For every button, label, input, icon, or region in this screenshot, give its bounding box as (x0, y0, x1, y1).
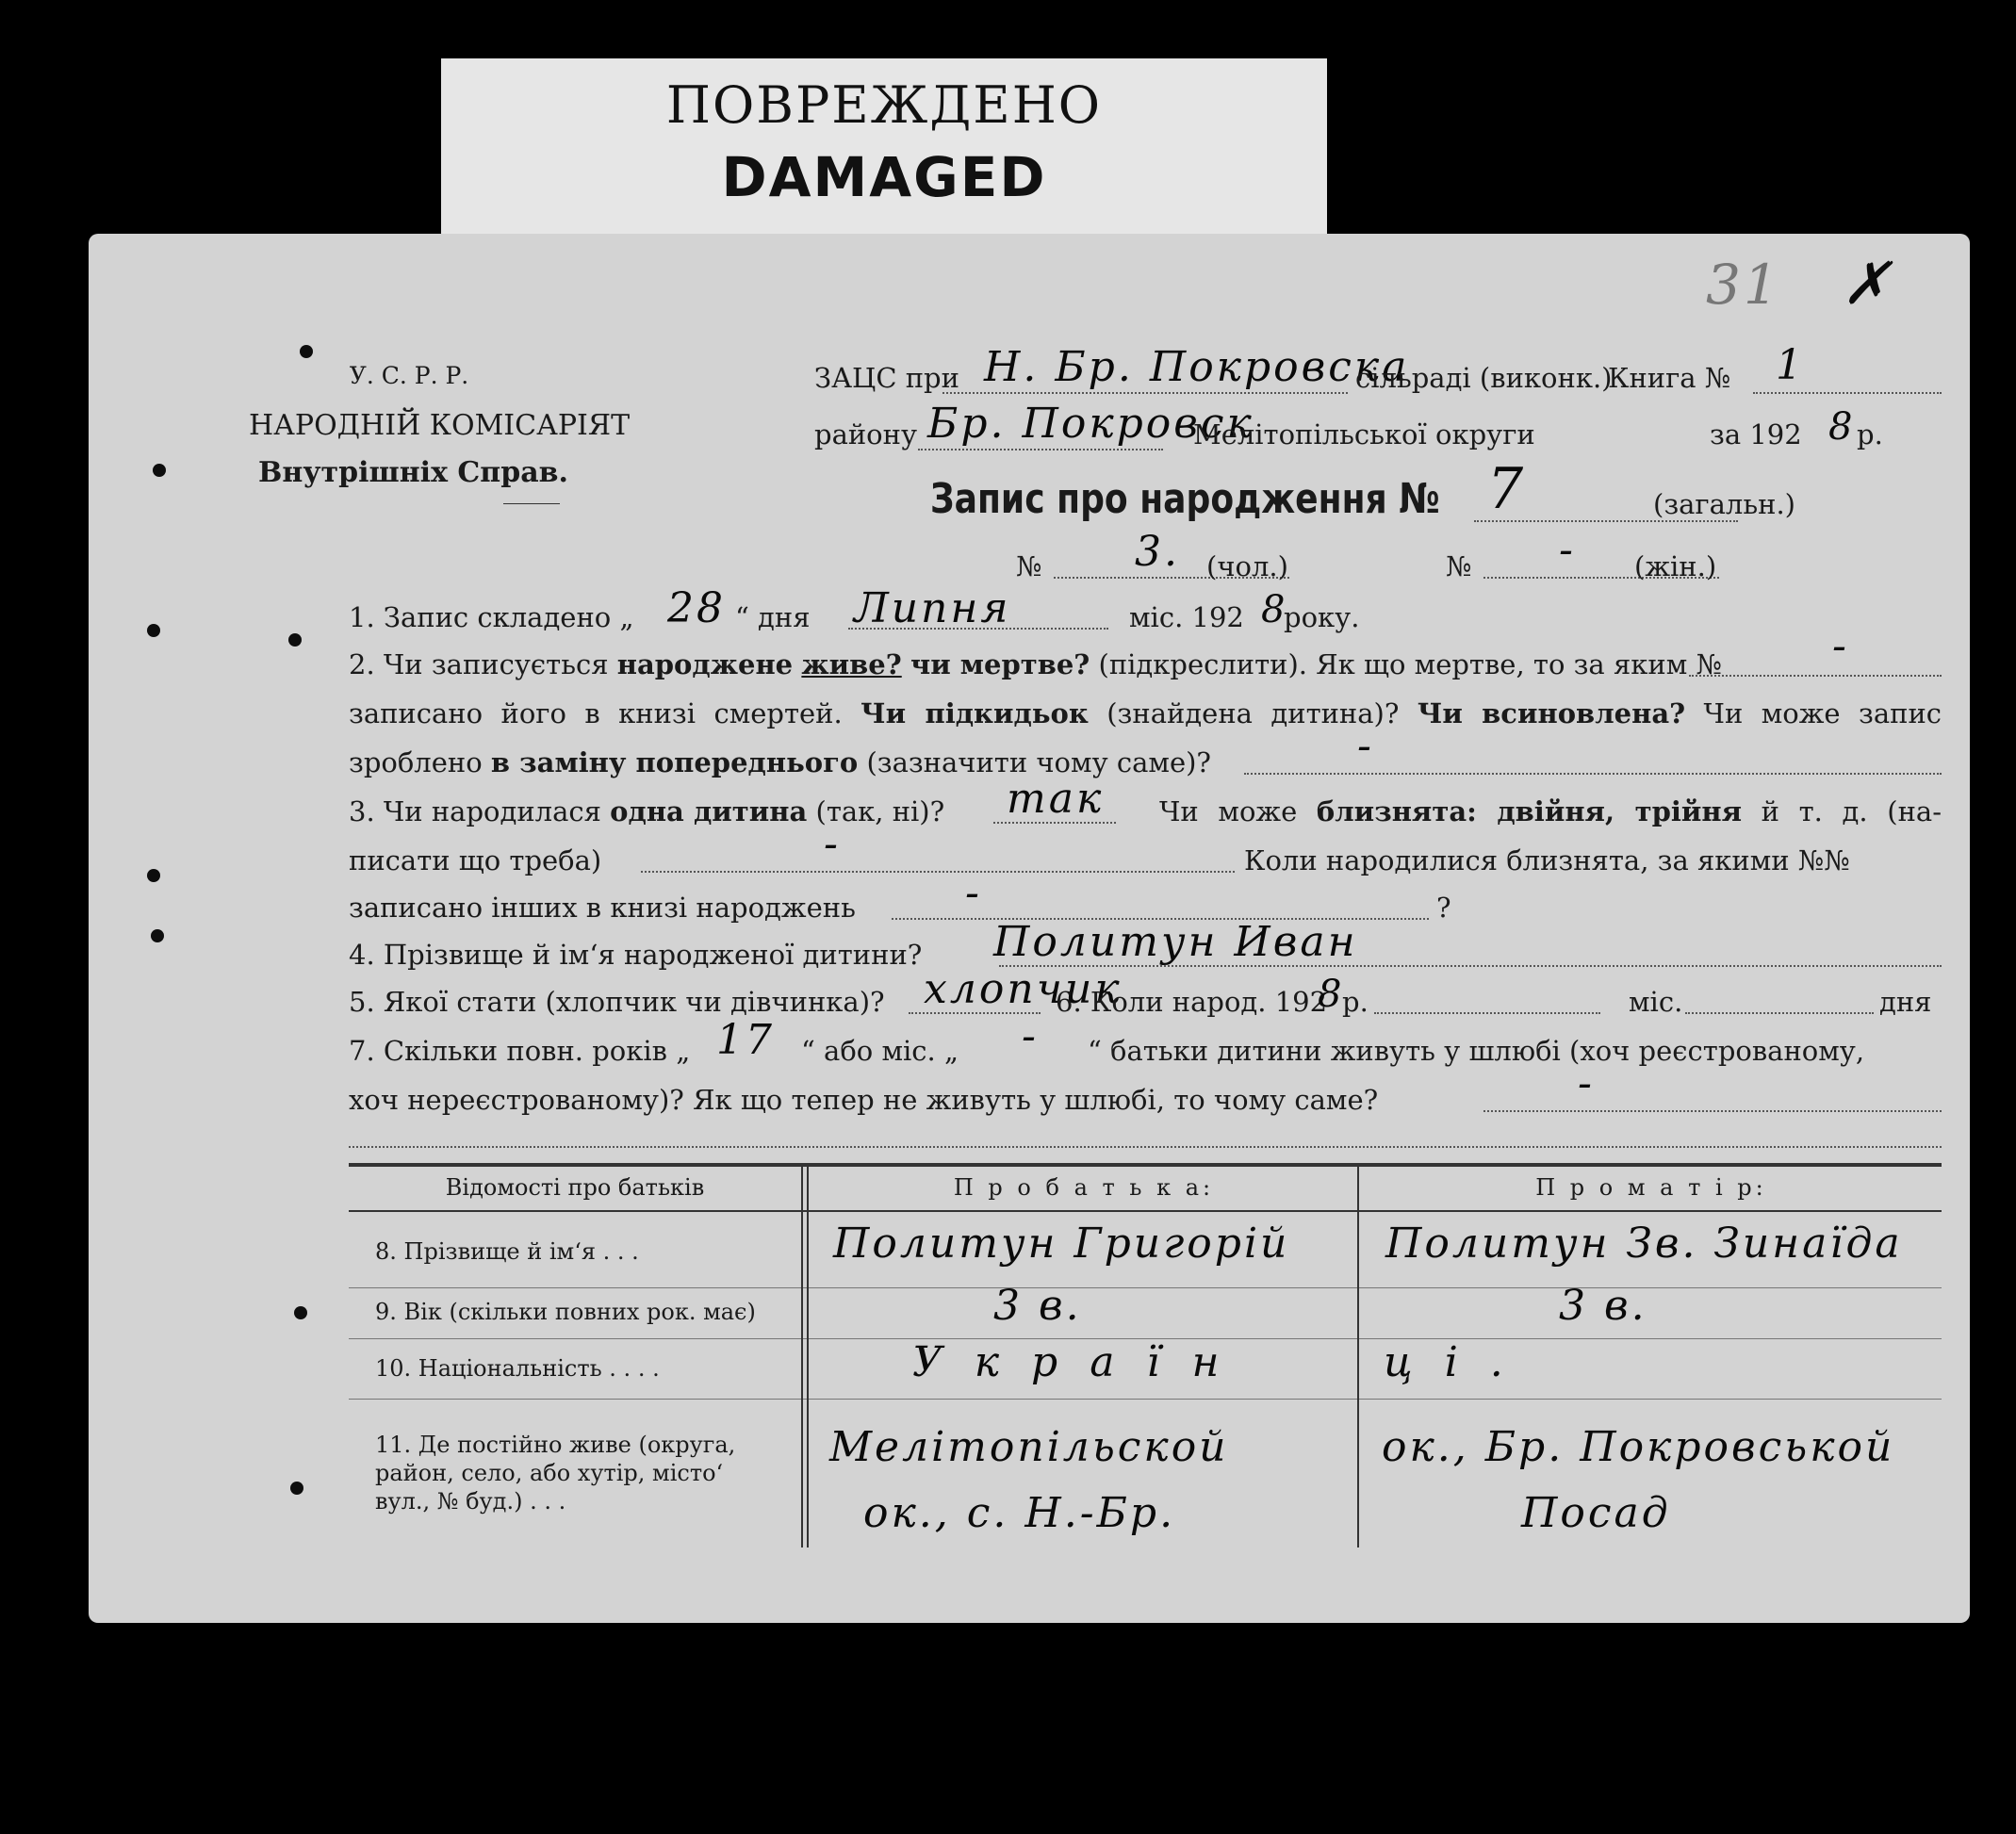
q6-month-label: міс. (1629, 986, 1683, 1018)
mother-residence-line2: Посад (1521, 1489, 1671, 1537)
punch-hole (153, 464, 166, 477)
table-column-divider (801, 1167, 803, 1547)
father-nationality: У к р а ї н (912, 1338, 1229, 1386)
q1-day: 28 (667, 584, 726, 632)
q6-year-digit: 8 (1318, 973, 1345, 1016)
book-field-line (1753, 392, 1942, 394)
stamp-text-ru: ПОВРЕЖДЕНО (665, 75, 1103, 135)
father-name: Политун Григорій (833, 1220, 1290, 1268)
q1-year-digit: 8 (1261, 588, 1288, 631)
q6-label: 6. Коли народ. 192 (1056, 986, 1328, 1018)
row-name-label: 8. Прізвище й ім‘я . . . (375, 1238, 639, 1265)
q7-extra-line (349, 1146, 1942, 1148)
q1-year-suffix: року. (1284, 601, 1360, 633)
q7-reason-line (1483, 1110, 1942, 1112)
damaged-stamp (441, 58, 1327, 234)
okruha-label: Мелітопільської округи (1193, 418, 1535, 450)
q6-year-suffix: р. (1342, 986, 1369, 1018)
q7-line1-rest: “ батьки дитини живуть у шлюбі (хоч реєстрованому, (1088, 1035, 1865, 1067)
q7-years: 17 (716, 1016, 775, 1064)
punch-hole (294, 1306, 307, 1319)
punch-hole (147, 869, 160, 882)
q6-month-line (1374, 1012, 1600, 1014)
q2-line2: записано його в книзі смертей. Чи підкидьок (знайдена дитина)? Чи всиновлена? Чи може запис (349, 697, 1942, 729)
zags-field-line (942, 392, 1348, 394)
q1-suffix: міс. 192 (1129, 601, 1244, 633)
table-header-father: П р о б а т ь к а: (953, 1174, 1215, 1201)
father-residence-line1: Мелітопільской (829, 1423, 1229, 1471)
q1-prefix: 1. Запис складено „ (349, 601, 634, 633)
header-underline (503, 503, 560, 504)
female-number-value: - (1559, 526, 1576, 574)
q6-day-line (1685, 1012, 1874, 1014)
district-field-line (918, 449, 1163, 450)
q1-month: Липня (854, 584, 1011, 632)
q3-twins-line (641, 871, 1235, 873)
punch-hole (151, 929, 164, 942)
table-row-rule (349, 1287, 1942, 1288)
q3-line2-a: писати що треба) (349, 844, 602, 876)
birth-record-form (89, 234, 1970, 1623)
row-nationality-label: 10. Національність . . . . (375, 1355, 660, 1382)
year-suffix: р. (1857, 418, 1883, 450)
male-number-value: 3. (1135, 528, 1180, 576)
table-top-rule (349, 1163, 1942, 1167)
table-column-divider (807, 1167, 809, 1547)
q5-sex-value: хлопчик (924, 965, 1123, 1013)
q2-death-no-value: - (1832, 622, 1849, 670)
father-residence-line2: ок., с. Н.-Бр. (863, 1489, 1176, 1537)
male-no-label: № (1016, 550, 1042, 582)
year-prefix: за 192 (1710, 418, 1802, 450)
q2-replacement-value: - (1357, 722, 1374, 770)
q3-line3-a: записано інших в книзі народжень (349, 892, 856, 924)
mother-residence-line1: ок., Бр. Покровськой (1382, 1423, 1895, 1471)
q3-twins-value: - (824, 820, 841, 868)
district-value: Бр. Покровск (927, 400, 1254, 448)
q3-other-value: - (965, 869, 982, 917)
q3-line2-b: Коли народилися близнята, за якими №№ (1244, 844, 1850, 876)
general-label: (загальн.) (1653, 488, 1795, 520)
district-prefix: району (814, 418, 918, 450)
table-header-info: Відомості про батьків (445, 1174, 705, 1201)
zags-suffix: сільраді (виконк.) (1355, 362, 1613, 394)
stamp-text-en: DAMAGED (721, 145, 1047, 209)
cross-mark: ✗ (1842, 249, 1893, 318)
header-commissariat: НАРОДНІЙ КОМІСАРІЯТ (249, 409, 631, 442)
q3-single-value: так (1007, 775, 1105, 823)
row-age-label: 9. Вік (скільки повних рок. має) (375, 1299, 756, 1325)
punch-hole (290, 1482, 303, 1495)
q4-label: 4. Прізвище й ім‘я народженої дитини? (349, 939, 923, 971)
header-ussr: У. С. Р. Р. (349, 362, 469, 389)
q2-replacement-line (1244, 773, 1942, 775)
header-internal-affairs: Внутрішніх Справ. (258, 456, 568, 489)
q2-death-no-line (1689, 675, 1942, 677)
mother-name: Политун Зв. Зинаїда (1385, 1220, 1903, 1268)
q3-line1: 3. Чи народилася одна дитина (так, ні)? (349, 795, 945, 827)
zags-value: Н. Бр. Покровска (984, 343, 1410, 391)
row-residence-label: 11. Де постійно живе (округа, район, село, або хутір, місто‘ вул., № буд.) . . . (375, 1432, 736, 1515)
q2-line3: зроблено в заміну попереднього (зазначити чому саме)? (349, 746, 1211, 778)
book-label: Книга № (1608, 362, 1731, 394)
father-age: 3 в. (993, 1282, 1082, 1330)
archive-number-mark: 31 (1706, 253, 1781, 317)
q1-mid: “ дня (735, 601, 811, 633)
record-title: Запис про народження № (930, 475, 1440, 523)
punch-hole (288, 633, 302, 647)
q7-prefix: 7. Скільки повн. років „ (349, 1035, 691, 1067)
year-digit: 8 (1828, 405, 1856, 449)
table-column-divider (1357, 1167, 1359, 1547)
q7-reason-value: - (1578, 1059, 1595, 1107)
table-header-mother: П р о м а т і р: (1535, 1174, 1767, 1201)
record-number: 7 (1487, 456, 1527, 522)
q3-line3-b: ? (1436, 892, 1451, 924)
q4-child-name: Политун Иван (993, 918, 1358, 966)
q7-mid: “ або міс. „ (801, 1035, 959, 1067)
table-header-rule (349, 1210, 1942, 1212)
male-label: (чол.) (1206, 550, 1288, 582)
record-number-line (1474, 520, 1738, 522)
punch-hole (300, 345, 313, 358)
female-no-label: № (1446, 550, 1472, 582)
q7-months: - (1022, 1012, 1039, 1060)
q5-label: 5. Якої стати (хлопчик чи дівчинка)? (349, 986, 885, 1018)
mother-nationality: ц і . (1384, 1338, 1513, 1386)
book-value: 1 (1776, 341, 1805, 389)
female-label: (жін.) (1634, 550, 1717, 582)
punch-hole (147, 624, 160, 637)
q7-line2: хоч нереєстрованому)? Як що тепер не живуть у шлюбі, то чому саме? (349, 1084, 1379, 1116)
q2-line1: 2. Чи записується народжене живе? чи мертве? (підкреслити). Як що мертве, то за яким № (349, 648, 1722, 680)
table-row-rule (349, 1399, 1942, 1400)
q3-line1-rest: Чи може близнята: двійня, трійня й т. д. (на- (1159, 795, 1942, 827)
q6-day-label: дня (1879, 986, 1932, 1018)
zags-prefix: ЗАЦС при (814, 362, 959, 394)
mother-age: 3 в. (1559, 1282, 1647, 1330)
